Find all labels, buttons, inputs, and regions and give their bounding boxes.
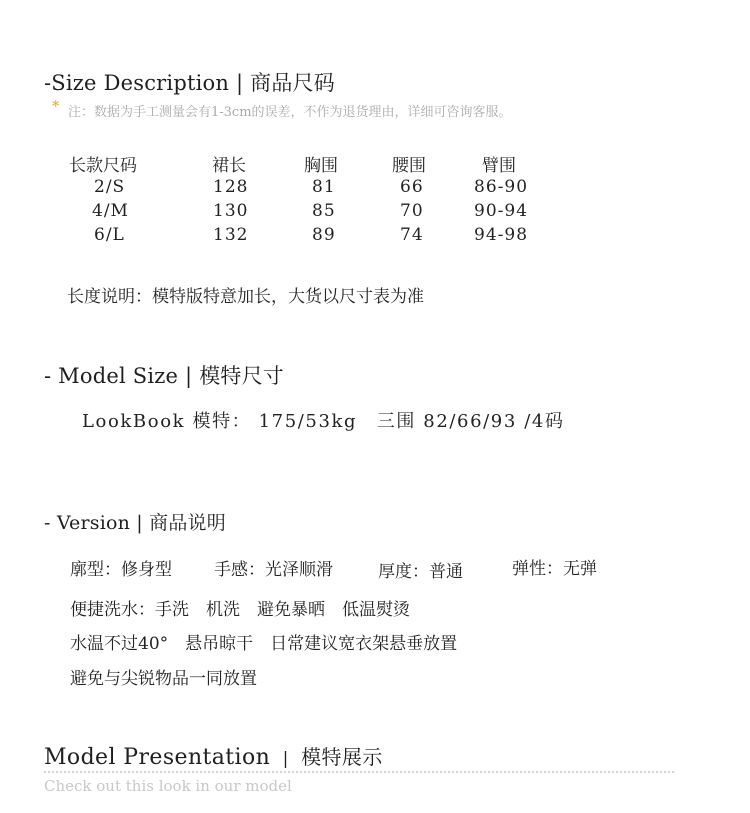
cell-bust: 89 <box>312 225 336 245</box>
cell-size: 6/L <box>94 225 125 245</box>
care-line-1: 便捷洗水：手洗 机洗 避免暴晒 低温熨烫 <box>70 600 410 620</box>
care-line-3: 避免与尖锐物品一同放置 <box>70 669 257 689</box>
cell-arm: 86-90 <box>474 177 529 197</box>
measurement-note: 注：数据为手工测量会有1-3cm的误差，不作为退货理由，详细可咨询客服。 <box>68 105 512 120</box>
cell-arm: 94-98 <box>474 225 529 245</box>
length-note: 长度说明：模特版特意加长，大货以尺寸表为准 <box>67 287 424 307</box>
presentation-separator: | <box>282 749 289 769</box>
cell-bust: 81 <box>312 177 336 197</box>
presentation-title-cn: 模特展示 <box>301 745 383 769</box>
cell-arm: 90-94 <box>474 201 529 221</box>
model-section-title: - Model Size | 模特尺寸 <box>44 364 284 388</box>
header-skirt-length: 裙长 <box>212 156 246 176</box>
model-measurements: LookBook 模特： 175/53kg 三围 82/66/93 /4码 <box>82 411 565 432</box>
header-arm: 臂围 <box>482 156 516 176</box>
care-line-2: 水温不过40° 悬吊晾干 日常建议宽衣架悬垂放置 <box>70 634 458 654</box>
header-bust: 胸围 <box>304 156 338 176</box>
attr-hand-feel: 手感：光泽顺滑 <box>214 560 333 580</box>
header-waist: 腰围 <box>392 156 426 176</box>
presentation-title <box>44 741 383 770</box>
attr-elasticity: 弹性：无弹 <box>512 559 597 579</box>
cell-bust: 85 <box>312 201 336 221</box>
cell-length: 132 <box>213 225 249 245</box>
cell-waist: 74 <box>400 225 424 245</box>
dotted-divider <box>44 771 674 773</box>
size-section-title: -Size Description | 商品尺码 <box>44 71 335 95</box>
version-section-title: - Version | 商品说明 <box>44 512 226 534</box>
cell-length: 130 <box>213 201 249 221</box>
cell-length: 128 <box>213 177 249 197</box>
attr-silhouette: 廓型：修身型 <box>70 560 172 580</box>
note-star-icon: * <box>52 97 60 115</box>
cell-size: 4/M <box>92 201 129 221</box>
cell-size: 2/S <box>94 177 126 197</box>
cell-waist: 66 <box>400 177 424 197</box>
presentation-subtitle: Check out this look in our model <box>44 777 292 795</box>
presentation-title-en: Model Presentation <box>44 745 271 770</box>
cell-waist: 70 <box>400 201 424 221</box>
header-size: 长款尺码 <box>69 156 137 176</box>
attr-thickness: 厚度：普通 <box>378 562 463 582</box>
